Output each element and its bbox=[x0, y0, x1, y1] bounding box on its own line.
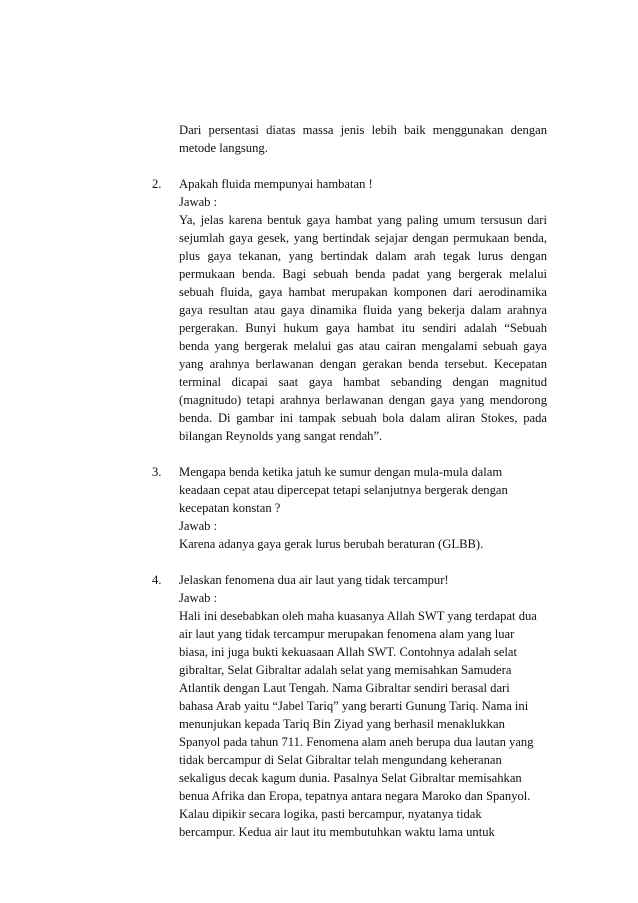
answer-line: benua Afrika dan Eropa, tepatnya antara negara Maroko dan Spanyol. bbox=[179, 789, 531, 803]
answer-line: Spanyol pada tahun 711. Fenomena alam aneh berupa dua lautan yang bbox=[179, 735, 534, 749]
answer-line: tidak bercampur di Selat Gibraltar telah mengundang keheranan bbox=[179, 753, 502, 767]
answer-label: Jawab : bbox=[179, 591, 218, 605]
answer-line: permukaan benda. Bagi sebuah benda padat yang bergerak melalui bbox=[179, 267, 547, 281]
answer-line: yang arahnya berlawanan dengan gerakan benda tersebut. Kecepatan bbox=[179, 357, 547, 371]
answer-line: air laut yang tidak tercampur merupakan fenomena alam yang luar bbox=[179, 627, 515, 641]
answer-line: sekaligus decak kagum dunia. Pasalnya Selat Gibraltar memisahkan bbox=[179, 771, 522, 785]
answer-line: Hali ini desebabkan oleh maha kuasanya Allah SWT yang terdapat dua bbox=[179, 609, 537, 623]
list-number: 3. bbox=[152, 465, 162, 479]
answer-line: pergerakan. Bunyi hukum gaya hambat itu sendiri adalah “Sebuah bbox=[179, 321, 547, 335]
answer-line: benda yang bergerak melalui gas atau cairan mengalami sebuah gaya bbox=[179, 339, 547, 353]
answer-line: (magnitudo) tetapi arahnya berlawanan dengan gaya yang mendorong bbox=[179, 393, 547, 407]
intro-line: Dari persentasi diatas massa jenis lebih baik menggunakan dengan bbox=[179, 123, 547, 137]
question-text: Jelaskan fenomena dua air laut yang tidak tercampur! bbox=[179, 573, 449, 587]
answer-line: biasa, ini juga bukti kekuasaan Allah SWT. Contohnya adalah selat bbox=[179, 645, 517, 659]
answer-line: bahasa Arab yaitu “Jabel Tariq” yang berarti Gunung Tariq. Nama ini bbox=[179, 699, 529, 713]
answer-line: gaya resultan atau gaya dinamika fluida yang bekerja dalam arahnya bbox=[179, 303, 547, 317]
answer-line: Kalau dipikir secara logika, pasti bercampur, nyatanya tidak bbox=[179, 807, 482, 821]
answer-line: bercampur. Kedua air laut itu membutuhkan waktu lama untuk bbox=[179, 825, 495, 839]
answer-line: bilangan Reynolds yang sangat rendah”. bbox=[179, 429, 383, 443]
list-number: 2. bbox=[152, 177, 162, 191]
question-text: Mengapa benda ketika jatuh ke sumur dengan mula-mula dalam bbox=[179, 465, 503, 479]
answer-line: sejumlah gaya gesek, yang bertindak sejajar dengan permukaan benda, bbox=[179, 231, 547, 245]
question-text: keadaan cepat atau dipercepat tetapi selanjutnya bergerak dengan bbox=[179, 483, 508, 497]
question-text: Apakah fluida mempunyai hambatan ! bbox=[179, 177, 373, 191]
intro-line: metode langsung. bbox=[179, 141, 268, 155]
answer-line: gibraltar, Selat Gibraltar adalah selat yang memisahkan Samudera bbox=[179, 663, 512, 677]
answer-line: Ya, jelas karena bentuk gaya hambat yang paling umum tersusun dari bbox=[179, 213, 547, 227]
list-number: 4. bbox=[152, 573, 162, 587]
answer-line: plus gaya tekanan, yang bertindak dalam arah tegak lurus dengan bbox=[179, 249, 547, 263]
answer-line: Atlantik dengan Laut Tengah. Nama Gibraltar sendiri berasal dari bbox=[179, 681, 510, 695]
answer-line: Karena adanya gaya gerak lurus berubah beraturan (GLBB). bbox=[179, 537, 484, 551]
answer-line: terminal dicapai saat gaya hambat sebanding dengan magnitud bbox=[179, 375, 547, 389]
answer-line: menunjukan kepada Tariq Bin Ziyad yang berhasil menaklukkan bbox=[179, 717, 505, 731]
answer-label: Jawab : bbox=[179, 195, 218, 209]
answer-line: sebuah fluida, gaya hambat merupakan komponen dari aerodinamika bbox=[179, 285, 547, 299]
question-text: kecepatan konstan ? bbox=[179, 501, 281, 515]
answer-line: benda. Di gambar ini tampak sebuah bola dalam aliran Stokes, pada bbox=[179, 411, 547, 425]
answer-label: Jawab : bbox=[179, 519, 218, 533]
